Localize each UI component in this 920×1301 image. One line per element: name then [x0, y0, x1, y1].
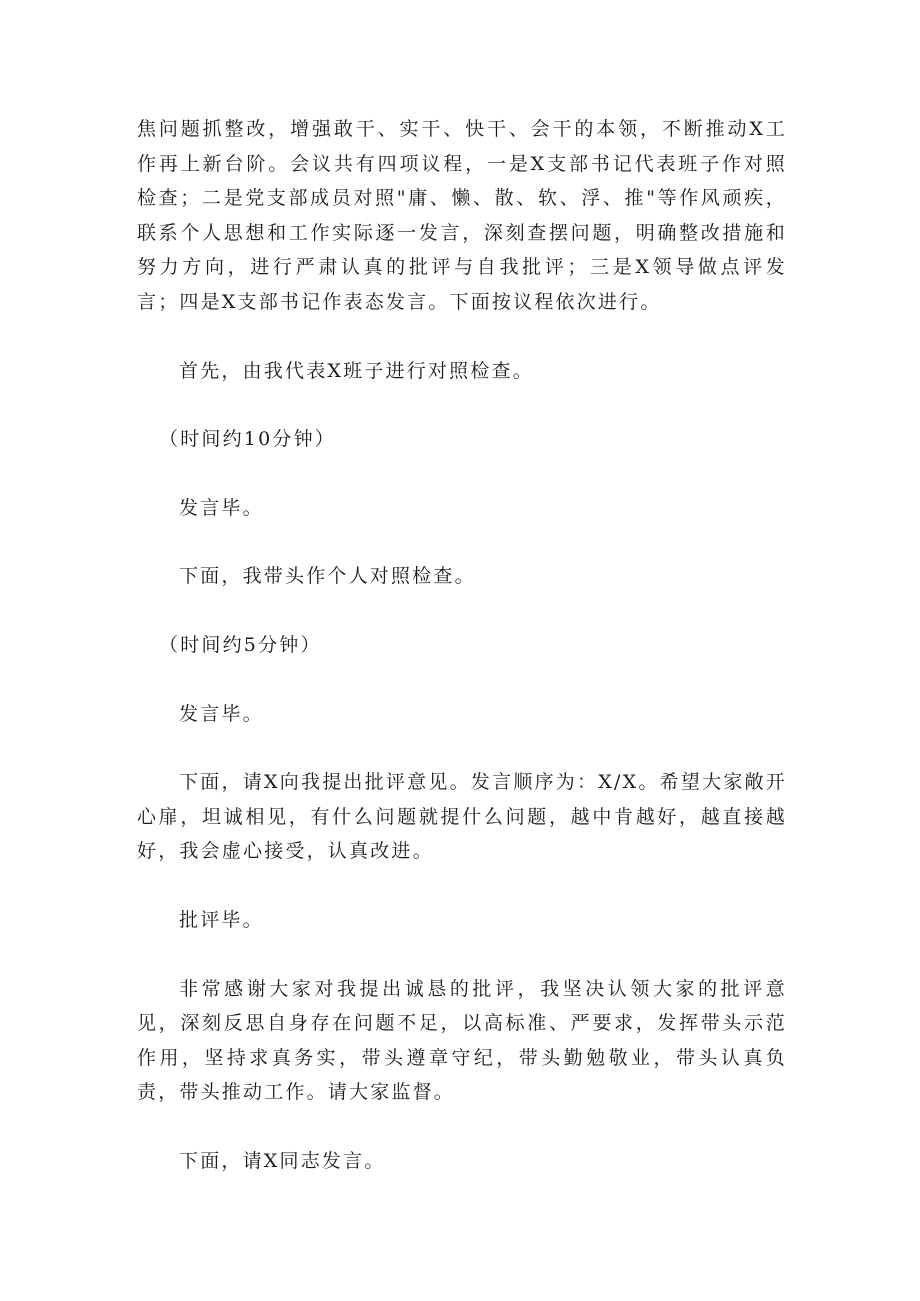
paragraph-time-10min: （时间约10分钟）: [159, 428, 336, 451]
paragraph-time-5min: （时间约5分钟）: [159, 633, 322, 656]
paragraph-agenda: 焦问题抓整改，增强敢干、实干、快干、会干的本领，不断推动X工作再上新台阶。会议共有四项议程，一是X支部书记代表班子作对照检查；二是党支部成员对照"庸、懒、散、软、浮、推"等作风顽疾，联系个人思想和工作实际逐一发言，深刻查摆问题，明确整改措施和努力方向，进行严肃认真的批评与自我批评；三是X领导做点评发言；四是X支部书记作表态发言。下面按议程依次进行。: [137, 118, 787, 313]
paragraph-self-check-intro: 首先，由我代表X班子进行对照检查。: [179, 359, 534, 382]
paragraph-thanks: 非常感谢大家对我提出诚恳的批评，我坚决认领大家的批评意见，深刻反思自身存在问题不足，以高标准、严要求，发挥带头示范作用，坚持求真务实，带头遵章守纪，带头勤勉敬业，带头认真负责，带头推动工作。请大家监督。: [137, 977, 787, 1104]
paragraph-criticism-request: 下面，请X向我提出批评意见。发言顺序为：X/X。希望大家敞开心扉，坦诚相见，有什么问题就提什么问题，越中肯越好，越直接越好，我会虚心接受，认真改进。: [137, 771, 787, 863]
paragraph-speech-end-2: 发言毕。: [179, 702, 264, 725]
paragraph-next-speaker: 下面，请X同志发言。: [179, 1149, 386, 1172]
document-body: [137, 112, 787, 1178]
paragraph-speech-end-1: 发言毕。: [179, 496, 264, 519]
paragraph-criticism-end: 批评毕。: [179, 908, 264, 931]
paragraph-personal-check: 下面，我带头作个人对照检查。: [179, 565, 476, 588]
